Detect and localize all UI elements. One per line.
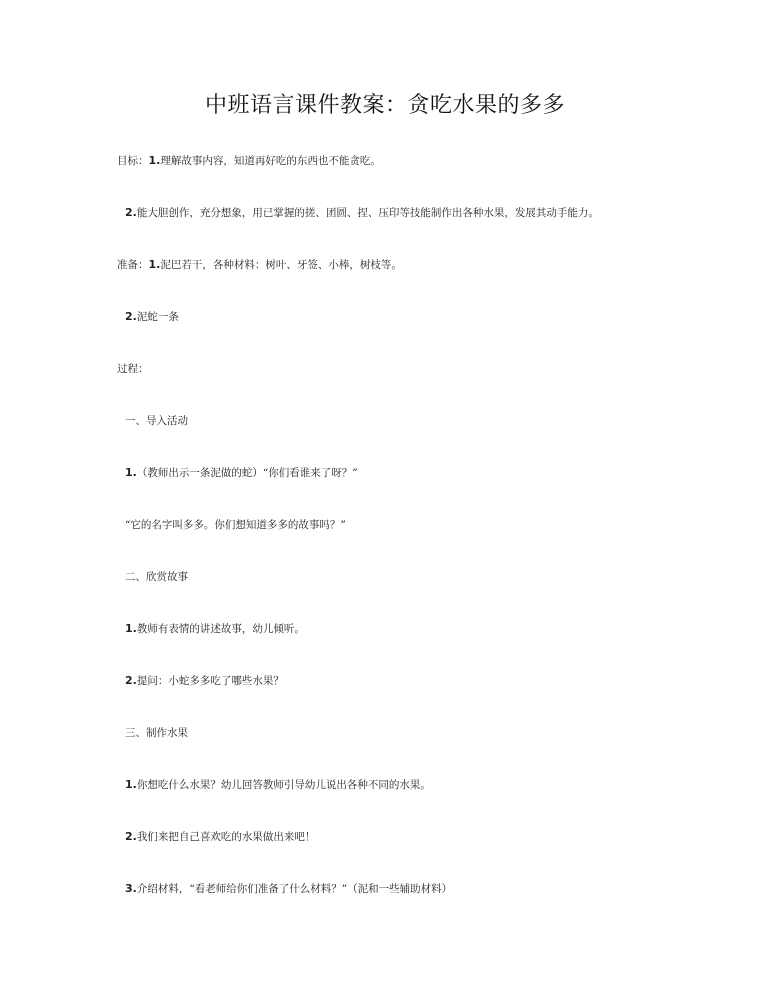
section-heading-intro	[125, 414, 188, 428]
paragraph-number: 2.	[125, 310, 137, 323]
paragraph-story-2	[125, 674, 284, 688]
section-heading-make	[125, 726, 188, 740]
paragraph-text: 三、制作水果	[125, 727, 188, 739]
paragraph-text: 教师有表情的讲述故事，幼儿倾听。	[136, 623, 305, 635]
paragraph-prefix: 准备：	[117, 259, 149, 271]
paragraph-prep-1	[117, 258, 402, 272]
paragraph-story-1	[125, 622, 305, 636]
paragraph-text: 你想吃什么水果？幼儿回答教师引导幼儿说出各种不同的水果。	[136, 779, 431, 791]
paragraph-text: “它的名字叫多多。你们想知道多多的故事吗？”	[125, 519, 346, 531]
paragraph-number: 1.	[125, 622, 137, 635]
paragraph-intro-1	[125, 466, 358, 480]
paragraph-number: 3.	[125, 882, 137, 895]
paragraph-number: 1.	[125, 466, 137, 479]
paragraph-number: 2.	[125, 206, 137, 219]
paragraph-text: 二、欣赏故事	[125, 571, 188, 583]
paragraph-prefix: 目标：	[117, 155, 149, 167]
paragraph-text: 介绍材料，“看老师给你们准备了什么材料？”（泥和一些辅助材料）	[136, 883, 453, 895]
paragraph-text: 理解故事内容，知道再好吃的东西也不能贪吃。	[160, 155, 381, 167]
paragraph-text: 能大胆创作，充分想象，用已掌握的搓、团圆、捏、压印等技能制作出各种水果，发展其动手能力。	[136, 207, 599, 219]
paragraph-number: 1.	[148, 258, 161, 271]
paragraph-text: （教师出示一条泥做的蛇）“你们看谁来了呀？”	[136, 467, 358, 479]
paragraph-number: 1.	[125, 778, 137, 791]
paragraph-make-2	[125, 830, 315, 844]
section-heading-story	[125, 570, 188, 584]
paragraph-goal-1	[117, 154, 381, 168]
paragraph-make-1	[125, 778, 431, 792]
page-title: 中班语言课件教案：贪吃水果的多多	[204, 93, 565, 118]
paragraph-prep-2	[125, 310, 179, 324]
paragraph-number: 2.	[125, 830, 137, 843]
paragraph-goal-2	[125, 206, 599, 220]
paragraph-intro-quote	[125, 518, 346, 532]
paragraph-make-3	[125, 882, 452, 896]
paragraph-number: 2.	[125, 674, 137, 687]
paragraph-text: 泥巴若干，各种材料：树叶、牙签、小棒，树枝等。	[160, 259, 402, 271]
paragraph-text: 提问：小蛇多多吃了哪些水果？	[136, 675, 284, 687]
paragraph-text: 泥蛇一条	[136, 311, 179, 323]
paragraph-text: 一、导入活动	[125, 415, 188, 427]
paragraph-text: 我们来把自己喜欢吃的水果做出来吧！	[136, 831, 316, 843]
paragraph-process-label	[117, 362, 149, 376]
paragraph-number: 1.	[148, 154, 161, 167]
paragraph-prefix: 过程：	[117, 363, 149, 375]
